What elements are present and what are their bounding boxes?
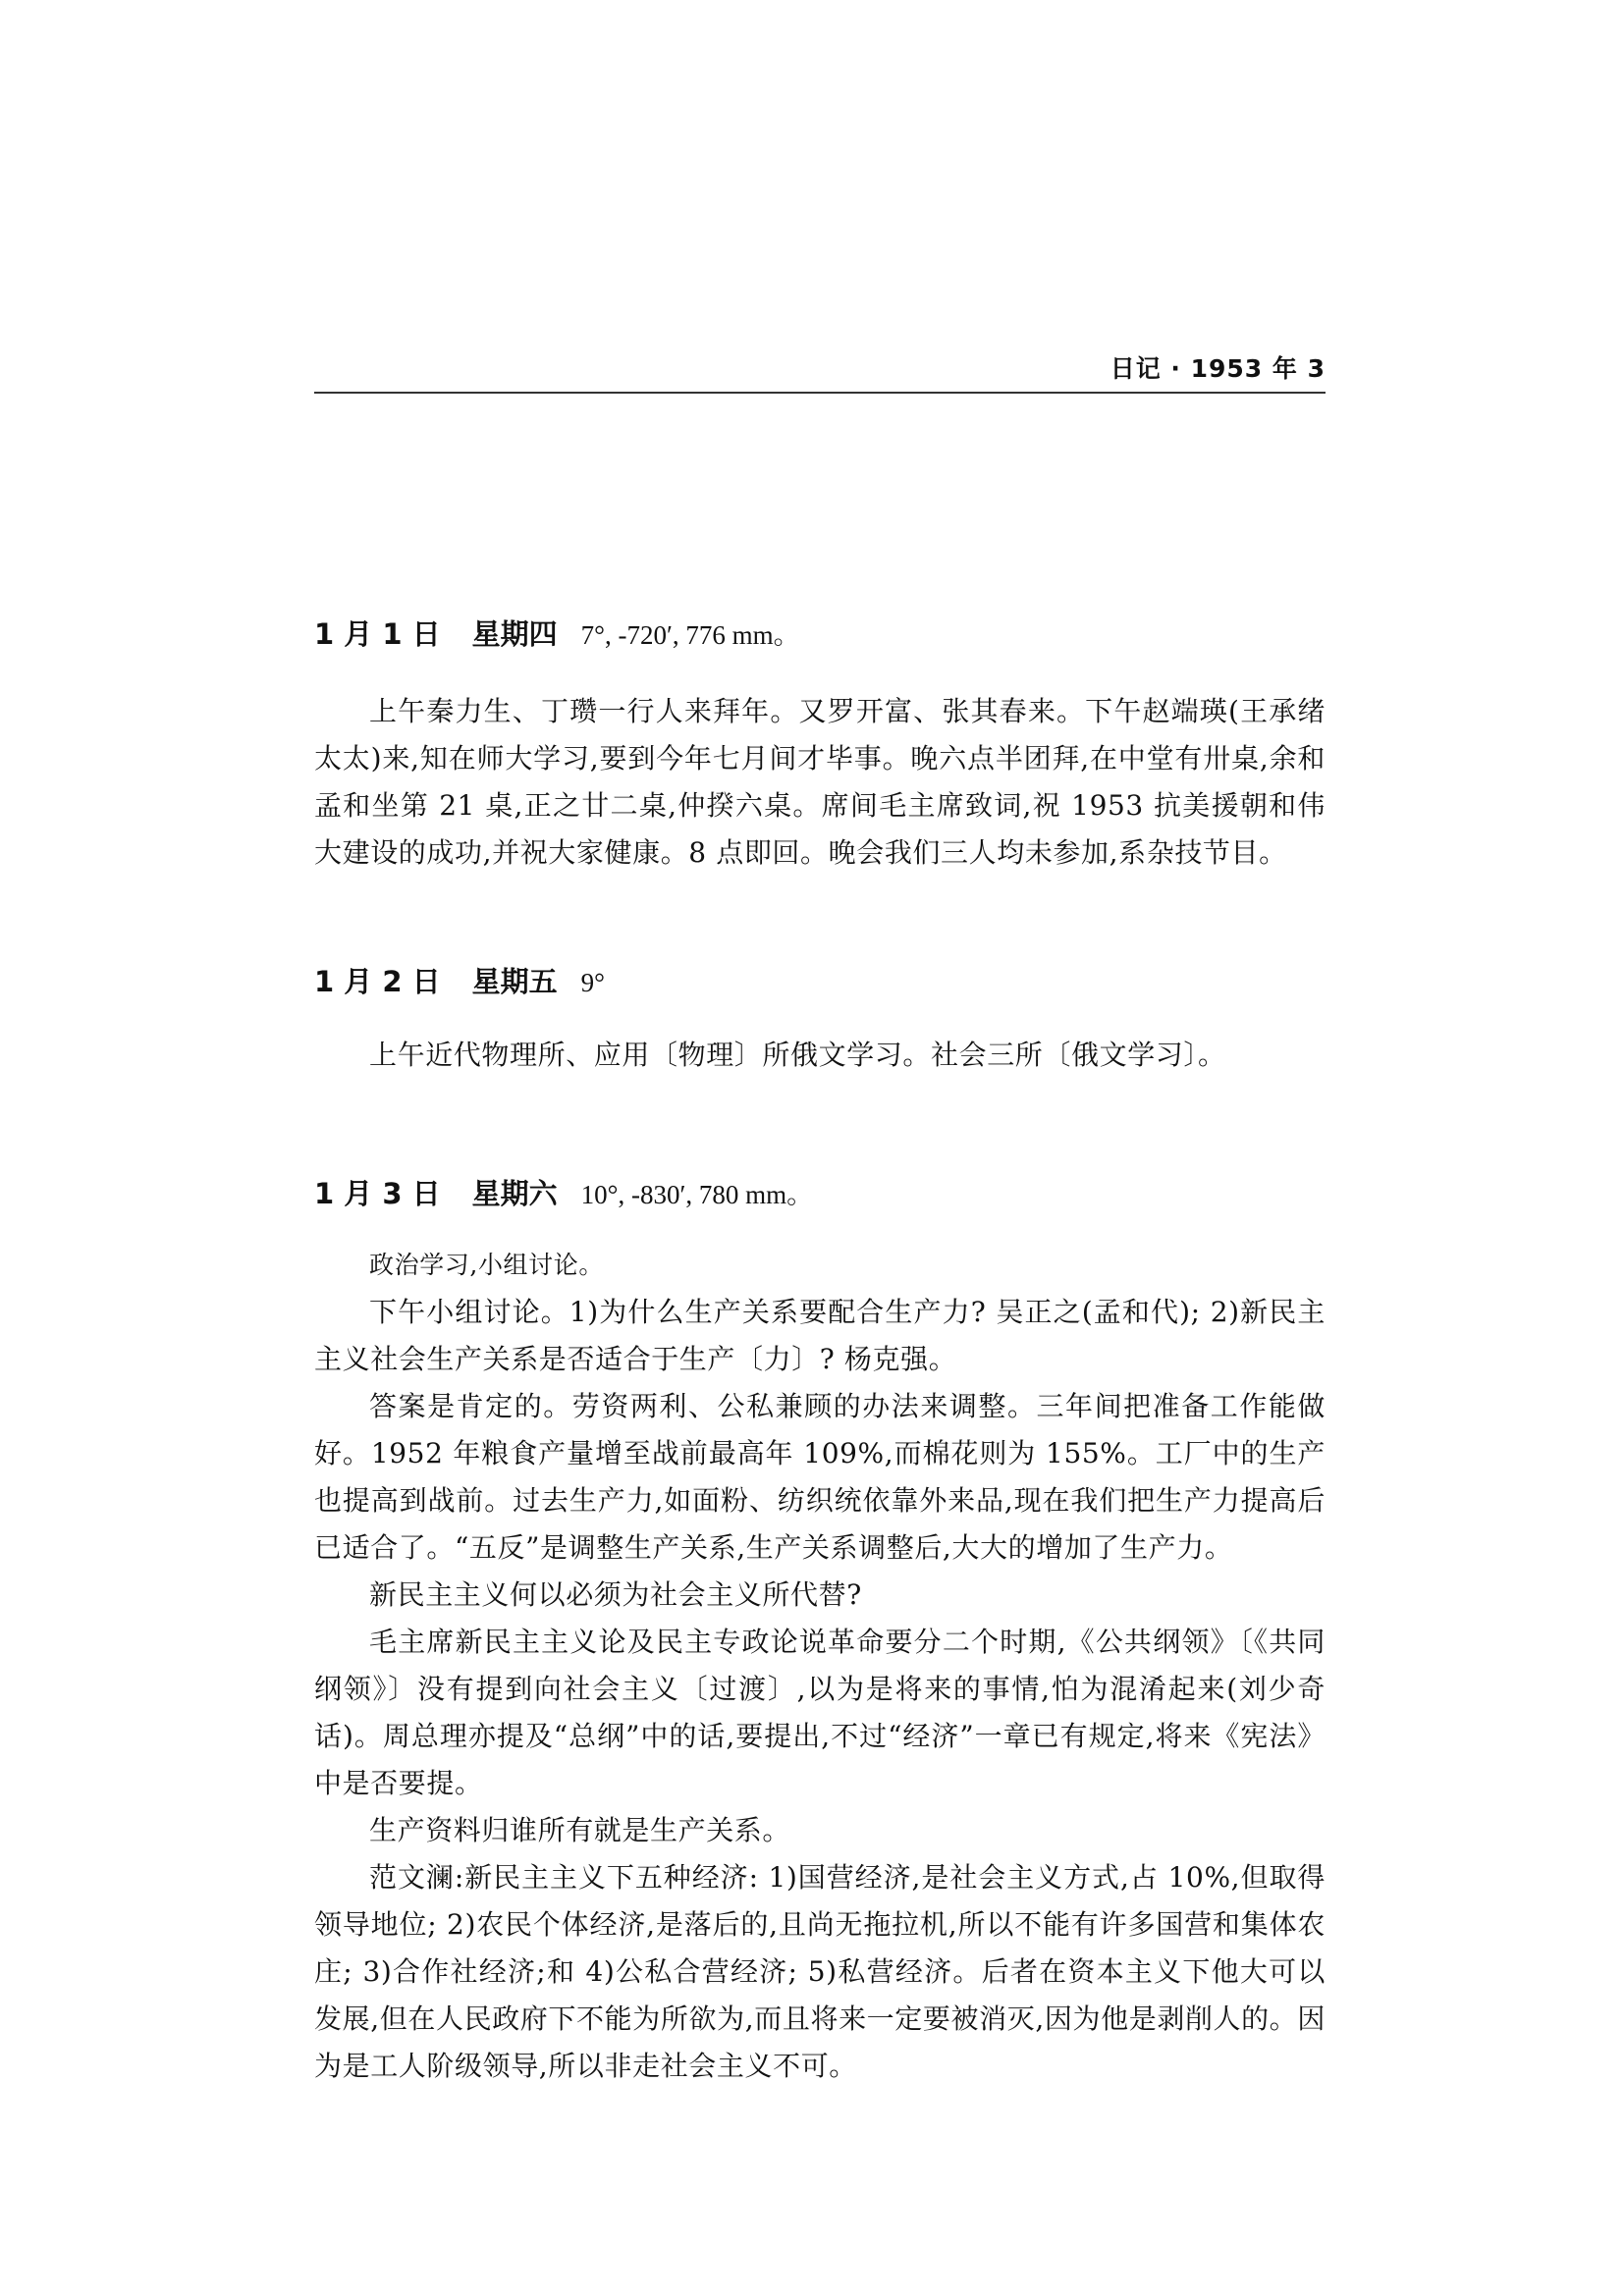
entry-weekday: 星期四 — [471, 617, 558, 651]
entry-date: 1 月 1 日 — [314, 617, 441, 651]
entry-paragraph: 答案是肯定的。劳资两利、公私兼顾的办法来调整。三年间把准备工作能做好。1952 年粮食产量增至战前最高年 109%,而棉花则为 155%。工厂中的生产也提高到战前。过去生产力,如面粉、纺织统依靠外来品,现在我们把生产力提高后已适合了。“五反”是调整生产关系,生产关系调整后,大大的增加了生产力。 — [314, 1390, 1326, 1564]
diary-entry — [314, 614, 1326, 877]
diary-entry — [314, 962, 1326, 1079]
entry-weather: 9° — [580, 968, 605, 997]
entry-paragraph: 生产资料归谁所有就是生产关系。 — [369, 1814, 791, 1846]
entry-date: 1 月 2 日 — [314, 965, 441, 998]
entry-paragraph: 下午小组讨论。1)为什么生产关系要配合生产力? 吴正之(孟和代); 2)新民主主义社会生产关系是否适合于生产〔力〕? 杨克强。 — [314, 1296, 1326, 1375]
diary-entry — [314, 1174, 1326, 2090]
entry-weekday: 星期六 — [471, 1177, 558, 1210]
entry-paragraph: 范文澜:新民主主义下五种经济: 1)国营经济,是社会主义方式,占 10%,但取得领导地位; 2)农民个体经济,是落后的,且尚无拖拉机,所以不能有许多国营和集体农庄; 3)合作社经济;和 4)公私合营经济; 5)私营经济。后者在资本主义下他大可以发展,但在人民政府下不能为所欲为,而且将来一定要被消灭,因为他是剥削人的。因为是工人阶级领导,所以非走社会主义不可。 — [314, 1861, 1326, 2082]
entry-paragraph: 毛主席新民主主义论及民主专政论说革命要分二个时期,《公共纲领》〔《共同纲领》〕没有提到向社会主义〔过渡〕,以为是将来的事情,怕为混淆起来(刘少奇话)。周总理亦提及“总纲”中的话,要提出,不过“经济”一章已有规定,将来《宪法》中是否要提。 — [314, 1626, 1326, 1799]
running-header: 日记 · 1953 年 3 — [1110, 354, 1326, 383]
entry-heading — [314, 614, 1326, 655]
entry-weather: 10°, -830′, 780 mm。 — [580, 1180, 814, 1209]
entry-paragraph: 政治学习,小组讨论。 — [369, 1251, 604, 1279]
entry-paragraph: 新民主主义何以必须为社会主义所代替? — [369, 1578, 862, 1611]
entry-weather: 7°, -720′, 776 mm。 — [580, 620, 800, 650]
entry-paragraph: 上午近代物理所、应用〔物理〕所俄文学习。社会三所〔俄文学习〕。 — [369, 1039, 1226, 1071]
entry-body — [314, 688, 1326, 877]
entry-weekday: 星期五 — [471, 965, 558, 998]
entry-paragraph: 上午秦力生、丁瓒一行人来拜年。又罗开富、张其春来。下午赵端瑛(王承绪太太)来,知在师大学习,要到今年七月间才毕事。晚六点半团拜,在中堂有卅桌,余和孟和坐第 21 桌,正之廿二桌,仲揆六桌。席间毛主席致词,祝 1953 抗美援朝和伟大建设的成功,并祝大家健康。8 点即回。晚会我们三人均未参加,系杂技节目。 — [314, 695, 1326, 869]
entry-body — [314, 1032, 1326, 1079]
entry-heading — [314, 962, 1326, 1002]
entry-body — [314, 1242, 1326, 2090]
entry-heading — [314, 1174, 1326, 1214]
header-rule — [314, 392, 1326, 394]
entry-date: 1 月 3 日 — [314, 1177, 441, 1210]
